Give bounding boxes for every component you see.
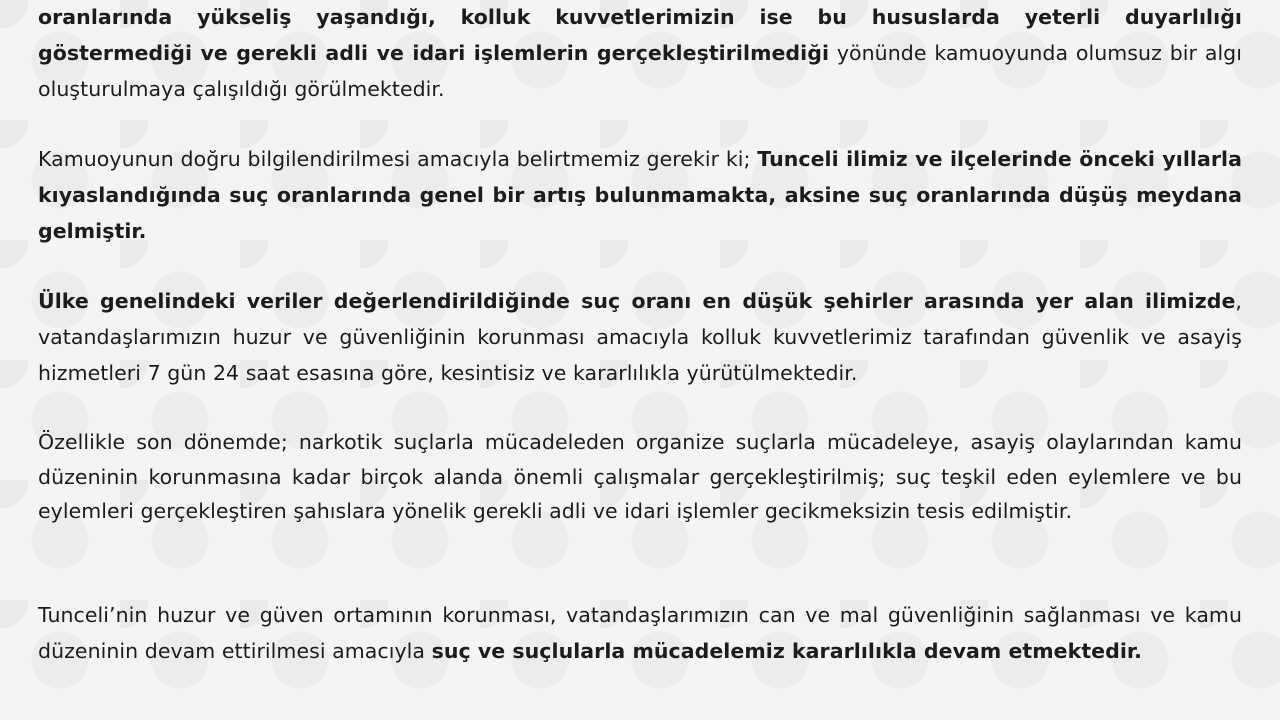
paragraph-1-text: yönünde kamuoyunda olumsuz bir algı oluşturulmaya çalışıldığı görülmektedir. bbox=[38, 41, 1242, 101]
paragraph-3 bbox=[38, 283, 1242, 391]
paragraph-1-bold-text: oranlarında yükseliş yaşandığı, kolluk kuvvetlerimizin ise bu hususlarda yeterli duyarlılığı göstermediği ve gerekli adli ve idari işlemlerin gerçekleştirilmediği bbox=[38, 5, 1242, 65]
paragraph-2-text: Kamuoyunun doğru bilgilendirilmesi amacıyla belirtmemiz gerekir ki; bbox=[38, 147, 758, 171]
paragraph-4-text: Özellikle son dönemde; narkotik suçlarla mücadeleden organize suçlarla mücadeleye, asayiş olaylarından kamu düzeninin korunmasına kadar birçok alanda önemli çalışmalar gerçekleştirilmiş; suç teşkil eden eylemlere ve bu eylemleri gerçekleştiren şahıslara yönelik gerekli adli ve idari işlemler gecikmeksizin tesis edilmiştir. bbox=[38, 430, 1242, 523]
paragraph-3-bold-text: Ülke genelindeki veriler değerlendirildiğinde suç oranı en düşük şehirler arasında yer alan ilimizde bbox=[38, 289, 1236, 313]
paragraph-5-text: Tunceli’nin huzur ve güven ortamının korunması, vatandaşlarımızın can ve mal güvenliğinin sağlanması ve kamu düzeninin devam ettirilmesi amacıyla bbox=[38, 603, 1242, 663]
paragraph-1 bbox=[38, 0, 1242, 107]
paragraph-2 bbox=[38, 141, 1242, 249]
paragraph-5 bbox=[38, 597, 1242, 669]
paragraph-3-text: , vatandaşlarımızın huzur ve güvenliğinin korunması amacıyla kolluk kuvvetlerimiz tarafından güvenlik ve asayiş hizmetleri 7 gün 24 saat esasına göre, kesintisiz ve kararlılıkla yürütülmektedir. bbox=[38, 289, 1242, 385]
paragraph-2-bold-text: Tunceli ilimiz ve ilçelerinde önceki yıllarla kıyaslandığında suç oranlarında genel bir artış bulunmamakta, aksine suç oranlarında düşüş meydana gelmiştir. bbox=[38, 147, 1242, 243]
paragraph-5-bold-text: suç ve suçlularla mücadelemiz kararlılıkla devam etmektedir. bbox=[431, 639, 1143, 663]
paragraph-4 bbox=[38, 425, 1242, 529]
